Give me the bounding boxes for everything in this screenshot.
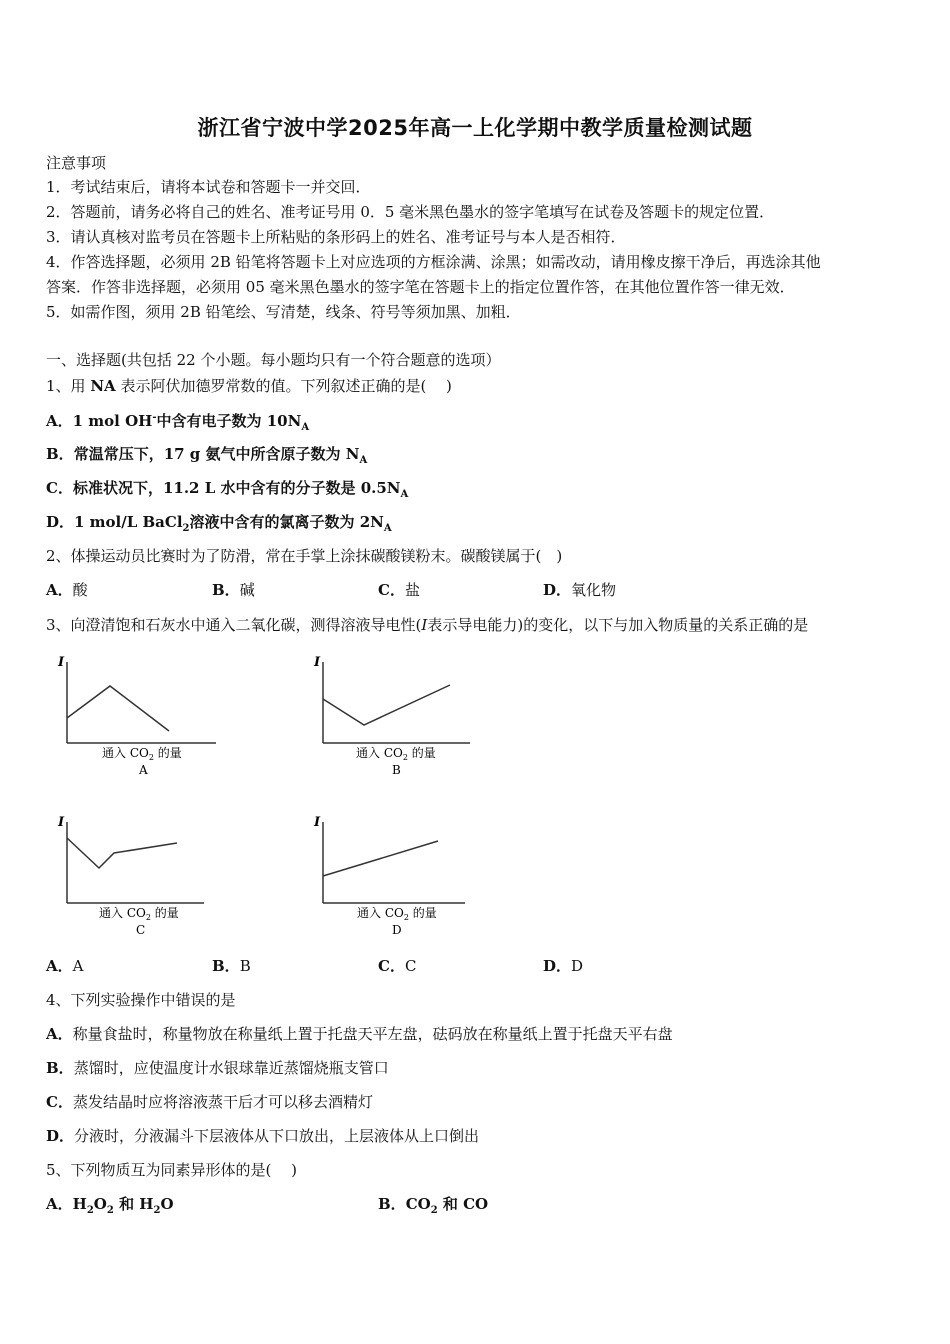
graph-x-label: 通入 $CO_2$ 的量 <box>356 746 436 762</box>
option-text: 蒸馏时，应使温度计水银球靠近蒸馏烧瓶支管口 <box>73 1059 389 1077</box>
graph-x-label: 通入 $CO_2$ 的量 <box>99 906 179 922</box>
option-text: B <box>239 957 251 975</box>
option-text: 酸 <box>72 581 88 599</box>
graph-letter: B <box>392 763 401 777</box>
option-text: A <box>72 957 84 975</box>
subscript: A <box>359 455 368 466</box>
notice-item: 答案．作答非选择题，必须用 05 毫米黑色墨水的签字笔在答题卡上的指定位置作答，在其他位置作答一律无效． <box>46 278 795 296</box>
option-label: A． <box>46 1025 73 1043</box>
option-label: A． <box>46 581 73 599</box>
graph-d <box>300 810 500 945</box>
graph-y-label: I <box>58 815 65 830</box>
option-label: B． <box>212 581 240 599</box>
graph-x-label: 通入 $CO_2$ 的量 <box>102 746 182 762</box>
q4-option-d <box>46 1125 479 1147</box>
graph-curve <box>67 838 177 868</box>
graph-c <box>44 810 244 945</box>
section-heading: 一、选择题(共包括 22 个小题。每小题均只有一个符合题意的选项） <box>46 351 501 369</box>
q1-stem-prefix: 1、用 <box>46 377 91 395</box>
option-label: D． <box>543 957 572 975</box>
option-label: D． <box>46 1127 75 1145</box>
option-label: C． <box>378 957 405 975</box>
question-4-stem: 4、下列实验操作中错误的是 <box>46 991 236 1009</box>
option-label: A． <box>46 957 73 975</box>
formula-part: 和 H <box>113 1195 154 1213</box>
option-text: 溶液中含有的氯离子数为 2N <box>189 513 384 531</box>
q1-stem-bold: NA <box>90 377 116 395</box>
option-label: C． <box>46 1093 73 1111</box>
q2-option-d <box>543 579 616 601</box>
formula-part: O <box>160 1195 174 1213</box>
q2-option-c <box>378 579 420 601</box>
subscript: 2 <box>153 1205 161 1216</box>
graph-letter: D <box>392 923 402 937</box>
q3-stem-italic: I <box>421 616 428 634</box>
subscript: A <box>301 422 310 433</box>
option-text: C <box>404 957 417 975</box>
option-label: B． <box>46 445 74 463</box>
page-title: 浙江省宁波中学2025年高一上化学期中教学质量检测试题 <box>197 116 753 140</box>
graph-curve <box>323 685 450 725</box>
formula-part: H <box>72 1195 87 1213</box>
option-label: C． <box>378 581 405 599</box>
notice-item: 1．考试结束后，请将本试卷和答题卡一并交回． <box>46 178 371 196</box>
question-5-stem: 5、下列物质互为同素异形体的是( ) <box>46 1161 298 1179</box>
graph-x-label: 通入 $CO_2$ 的量 <box>357 906 437 922</box>
option-text: 1 mol/L BaCl <box>74 513 183 531</box>
subscript: A <box>400 489 409 500</box>
q3-stem-suffix: 表示导电能力)的变化，以下与加入物质量的关系正确的是 <box>427 616 809 634</box>
option-label: B． <box>212 957 240 975</box>
subscript: 2 <box>86 1205 94 1216</box>
graph-y-label: I <box>314 815 321 830</box>
q2-option-b <box>212 579 255 601</box>
superscript: - <box>152 412 157 423</box>
option-label: D． <box>46 513 75 531</box>
graph-curve <box>67 686 169 731</box>
notice-item: 2．答题前，请务必将自己的姓名、准考证号用 0．5 毫米黑色墨水的签字笔填写在试卷及答题卡的规定位置． <box>46 203 775 221</box>
q3-option-b <box>212 955 251 977</box>
q4-option-c <box>46 1091 373 1113</box>
notice-item: 5．如需作图，须用 2B 铅笔绘、写清楚，线条、符号等须加黑、加粗． <box>46 303 521 321</box>
q3-option-c <box>378 955 416 977</box>
option-label: D． <box>543 581 572 599</box>
question-3-stem <box>46 614 808 636</box>
question-1-stem <box>46 375 452 397</box>
option-text: 标准状况下，11.2 L 水中含有的分子数是 0.5N <box>72 479 401 497</box>
option-label: B． <box>46 1059 74 1077</box>
q1-stem-suffix: 表示阿伏加德罗常数的值。下列叙述正确的是( ) <box>115 377 452 395</box>
graph-y-label: I <box>58 655 65 670</box>
q4-option-b <box>46 1057 389 1079</box>
q3-option-a <box>46 955 83 977</box>
q5-option-b <box>378 1193 488 1215</box>
option-text: 蒸发结晶时应将溶液蒸干后才可以移去酒精灯 <box>72 1093 373 1111</box>
graph-letter: C <box>136 923 146 937</box>
formula-part: 和 CO <box>437 1195 489 1213</box>
q4-option-a <box>46 1023 673 1045</box>
option-label: B． <box>378 1195 406 1213</box>
option-text: 称量食盐时，称量物放在称量纸上置于托盘天平左盘，砝码放在称量纸上置于托盘天平右盘 <box>72 1025 673 1043</box>
q2-option-a <box>46 579 88 601</box>
notice-item: 3．请认真核对监考员在答题卡上所粘贴的条形码上的姓名、准考证号与本人是否相符． <box>46 228 626 246</box>
option-label: A． <box>46 1195 73 1213</box>
question-2-stem: 2、体操运动员比赛时为了防滑，常在手掌上涂抹碳酸镁粉末。碳酸镁属于( ) <box>46 547 563 565</box>
q5-option-a <box>46 1193 174 1215</box>
option-text: 中含有电子数为 10N <box>156 412 302 430</box>
subscript: 2 <box>106 1205 114 1216</box>
subscript: 2 <box>430 1205 438 1216</box>
option-label: C． <box>46 479 73 497</box>
option-text: 1 mol OH <box>72 412 153 430</box>
notice-item: 4．作答选择题，必须用 2B 铅笔将答题卡上对应选项的方框涂满、涂黑；如需改动，请用橡皮擦干净后，再选涂其他 <box>46 253 821 271</box>
graph-y-label: I <box>314 655 321 670</box>
option-text: 盐 <box>404 581 420 599</box>
graph-curve <box>323 841 438 876</box>
option-text: 常温常压下，17 g 氨气中所含原子数为 N <box>73 445 360 463</box>
option-text: 分液时，分液漏斗下层液体从下口放出，上层液体从上口倒出 <box>74 1127 480 1145</box>
graph-a <box>44 650 244 785</box>
q3-option-d <box>543 955 583 977</box>
option-text: 氧化物 <box>571 581 617 599</box>
q1-option-c <box>46 477 408 499</box>
graph-b <box>300 650 500 785</box>
subscript: A <box>383 523 392 534</box>
formula-part: CO <box>405 1195 431 1213</box>
graph-letter: A <box>139 763 148 777</box>
q1-option-a <box>46 410 309 432</box>
q1-option-d <box>46 511 392 533</box>
notice-heading: 注意事项 <box>46 154 107 172</box>
subscript: 2 <box>182 523 190 534</box>
q1-option-b <box>46 443 367 465</box>
q3-stem-prefix: 3、向澄清饱和石灰水中通入二氧化碳，测得溶液导电性( <box>46 616 422 634</box>
option-label: A． <box>46 412 73 430</box>
formula-part: O <box>93 1195 107 1213</box>
option-text: 碱 <box>239 581 255 599</box>
option-text: D <box>571 957 584 975</box>
